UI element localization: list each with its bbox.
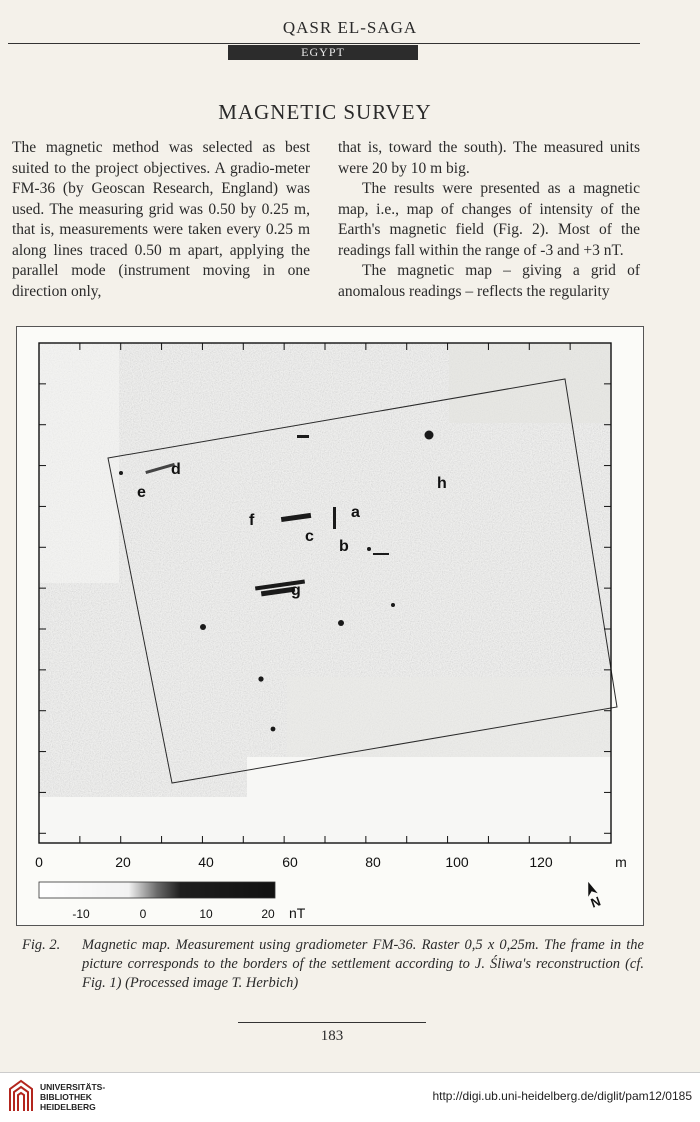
scale-tick-label: 0 bbox=[139, 907, 147, 921]
scale-tick-label: 20 bbox=[261, 907, 275, 921]
article-title: MAGNETIC SURVEY bbox=[218, 100, 432, 124]
magnetic-map-figure bbox=[17, 327, 643, 925]
survey-grid bbox=[39, 343, 611, 843]
north-arrow-icon bbox=[584, 880, 603, 911]
section-bar: EGYPT bbox=[228, 45, 418, 60]
color-scale-labels bbox=[72, 905, 305, 921]
library-footer bbox=[0, 1072, 700, 1122]
north-label: N bbox=[588, 893, 603, 911]
label-e: e bbox=[137, 484, 146, 501]
label-a: a bbox=[351, 504, 360, 521]
x-axis-unit: m bbox=[615, 854, 627, 870]
scale-tick-label: -10 bbox=[72, 907, 90, 921]
footer-rule bbox=[238, 1022, 426, 1023]
label-h: h bbox=[437, 475, 447, 492]
x-tick-label: 20 bbox=[115, 854, 131, 870]
color-scale-bar bbox=[39, 882, 275, 898]
library-logo-icon bbox=[8, 1079, 34, 1113]
library-name-line: HEIDELBERG bbox=[40, 1102, 96, 1112]
x-tick-label: 120 bbox=[529, 854, 553, 870]
paragraph: The magnetic map – giving a grid of anomalous readings – reflects the regularity bbox=[338, 262, 640, 300]
label-d: d bbox=[171, 461, 181, 478]
x-axis bbox=[35, 854, 627, 870]
label-f: f bbox=[249, 512, 255, 529]
header-rule bbox=[8, 43, 640, 44]
x-tick-label: 60 bbox=[282, 854, 298, 870]
figure-caption bbox=[22, 936, 644, 993]
label-g: g bbox=[291, 582, 301, 599]
running-title: QASR EL-SAGA bbox=[282, 18, 418, 37]
library-name-line: BIBLIOTHEK bbox=[40, 1092, 92, 1102]
x-tick-label: 0 bbox=[35, 854, 43, 870]
label-b: b bbox=[339, 538, 349, 555]
paragraph: The results were presented as a magnetic map, i.e., map of changes of intensity of the Earth's magnetic field (Fig. 2). Most of the readings fall within the range of -3 and +3 nT. bbox=[338, 180, 640, 259]
x-tick-label: 80 bbox=[365, 854, 381, 870]
figure-magnetic-map bbox=[16, 326, 644, 926]
caption-text: Magnetic map. Measurement using gradiometer FM-36. Raster 0,5 x 0,25m. The frame in the picture corresponds to the borders of the settlement according to J. Śliwa's reconstruction (cf. Fig. 1) (Processed image T. Herbich) bbox=[82, 937, 644, 991]
paragraph: that is, toward the south). The measured units were 20 by 10 m big. bbox=[338, 139, 640, 177]
paragraph: The magnetic method was selected as best suited to the project objectives. A gradio-meter FM-36 (by Geoscan Research, England) was used. The measuring grid was 0.50 by 0.25 m, that is, measurements were taken every 0.25 m along lines traced 0.50 m apart, applying the parallel mode (instrument moving in one direction only, bbox=[12, 139, 310, 300]
caption-label: Fig. 2. bbox=[22, 937, 61, 953]
scale-unit: nT bbox=[289, 905, 306, 921]
scale-tick-label: 10 bbox=[199, 907, 213, 921]
label-c: c bbox=[305, 528, 314, 545]
left-column bbox=[12, 138, 310, 302]
x-tick-label: 40 bbox=[198, 854, 214, 870]
x-tick-label: 100 bbox=[445, 854, 469, 870]
right-column bbox=[338, 138, 640, 302]
library-name-line: UNIVERSITÄTS- bbox=[40, 1082, 106, 1092]
library-name bbox=[40, 1082, 105, 1112]
digital-library-link[interactable]: http://digi.ub.uni-heidelberg.de/diglit/pam12/0185 bbox=[432, 1089, 692, 1103]
page-number: 183 bbox=[320, 1028, 344, 1044]
